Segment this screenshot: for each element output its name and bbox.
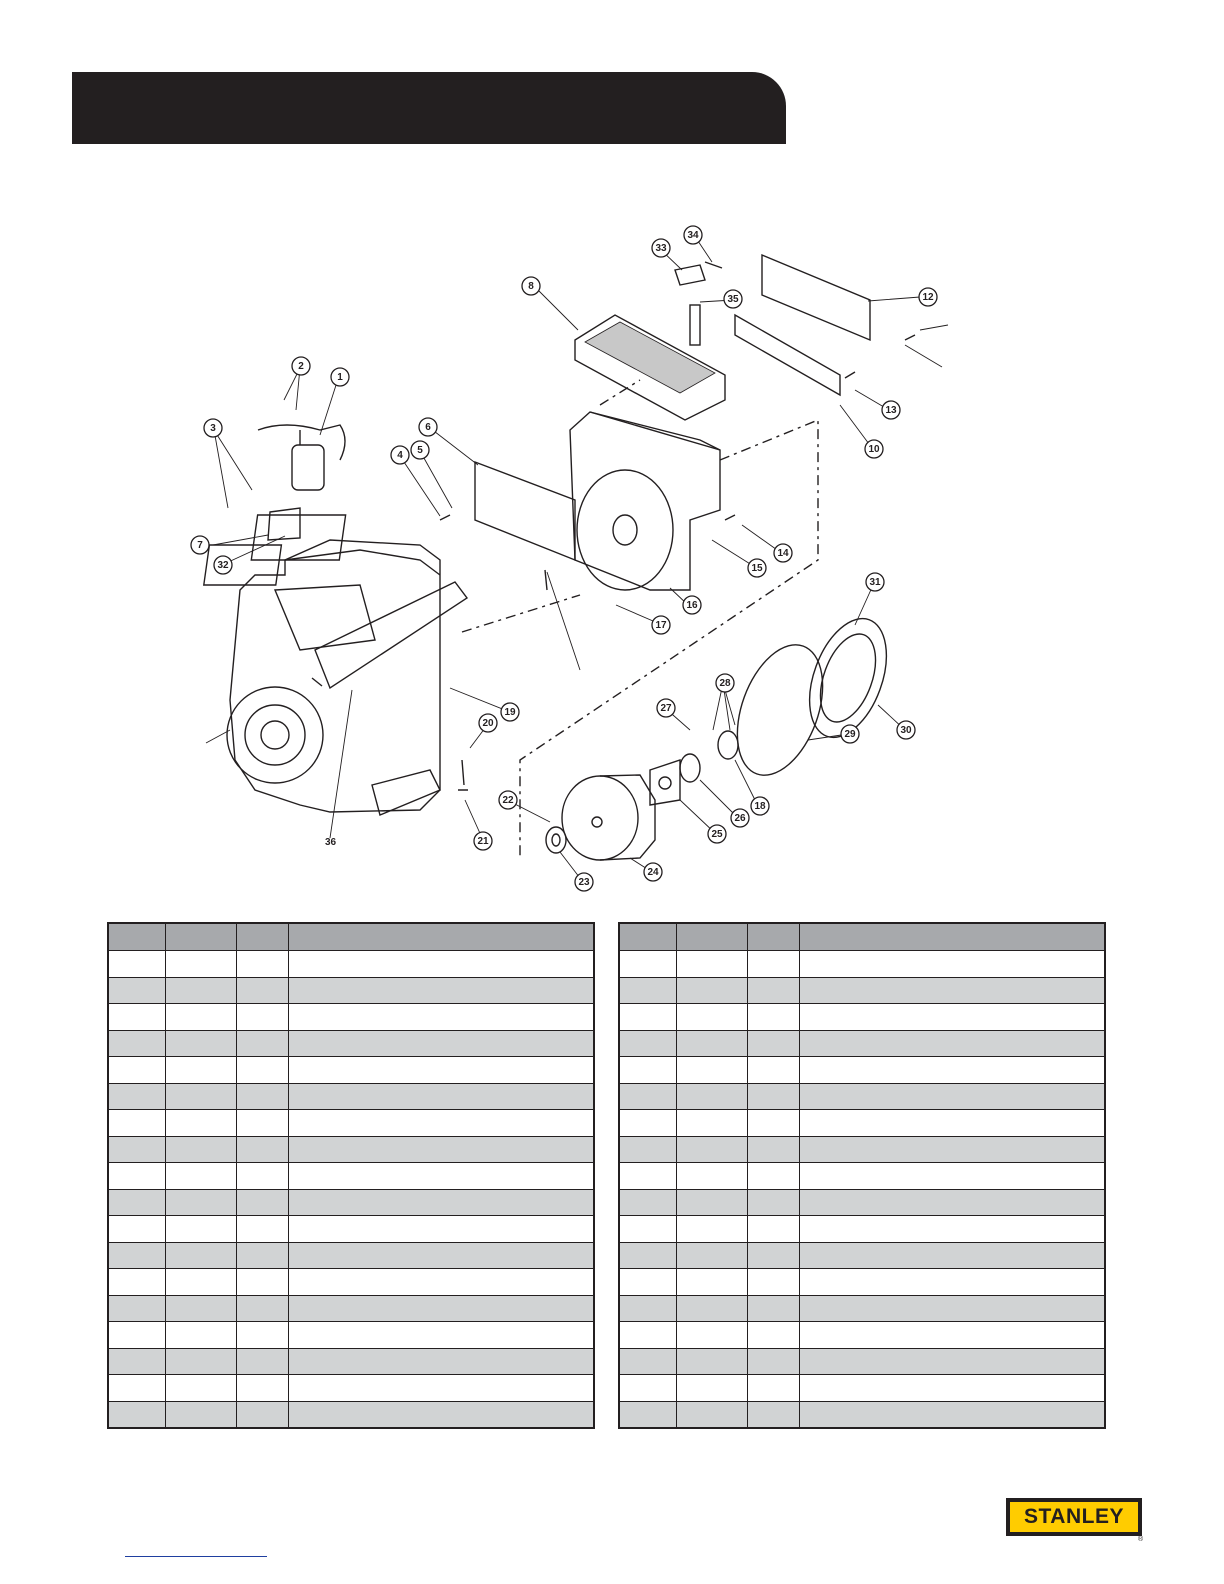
table-row: [108, 1401, 594, 1428]
svg-text:25: 25: [711, 829, 723, 840]
table-cell: [165, 1216, 236, 1243]
table-cell: [619, 1242, 676, 1269]
callout-20: [479, 714, 497, 732]
callout-21: [474, 832, 492, 850]
table-cell: [747, 1295, 799, 1322]
table-cell: [165, 1083, 236, 1110]
table-cell: [676, 1110, 747, 1137]
table-cell: [165, 1057, 236, 1084]
table-row: [108, 1189, 594, 1216]
table-cell: [747, 1375, 799, 1402]
table-cell: [236, 1189, 288, 1216]
table-cell: [747, 1030, 799, 1057]
table-cell: [288, 1004, 594, 1031]
table-cell: [799, 1110, 1105, 1137]
callout-17: [652, 616, 670, 634]
table-cell: [619, 1348, 676, 1375]
table-cell: [747, 951, 799, 978]
table-row: [619, 1322, 1105, 1349]
svg-text:14: 14: [777, 548, 789, 559]
callout-5: [411, 441, 429, 459]
table-cell: [108, 1189, 165, 1216]
table-cell: [747, 1322, 799, 1349]
svg-text:20: 20: [482, 718, 494, 729]
table-row: [108, 1136, 594, 1163]
svg-text:15: 15: [751, 563, 763, 574]
table-cell: [676, 1057, 747, 1084]
table-cell: [676, 1136, 747, 1163]
table-cell: [619, 1295, 676, 1322]
table-cell: [676, 1375, 747, 1402]
callout-12: [919, 288, 937, 306]
column-header: [108, 923, 165, 951]
table-row: [108, 1004, 594, 1031]
column-header: [236, 923, 288, 951]
muffler: [315, 582, 467, 688]
table-cell: [619, 977, 676, 1004]
table-row: [108, 1163, 594, 1190]
table-cell: [676, 951, 747, 978]
callout-18: [751, 797, 769, 815]
table-cell: [288, 1322, 594, 1349]
table-cell: [288, 1216, 594, 1243]
table-row: [619, 1216, 1105, 1243]
table-cell: [619, 1057, 676, 1084]
table-row: [108, 1242, 594, 1269]
table-row: [619, 1401, 1105, 1428]
callout-28: [716, 674, 734, 692]
table-cell: [165, 1348, 236, 1375]
table-cell: [108, 1216, 165, 1243]
gasket-29: [721, 633, 839, 787]
table-row: [108, 1348, 594, 1375]
table-cell: [799, 1163, 1105, 1190]
table-cell: [288, 1030, 594, 1057]
footer-link-underline[interactable]: [125, 1556, 267, 1557]
table-cell: [619, 1189, 676, 1216]
table-cell: [619, 1030, 676, 1057]
table-cell: [108, 1375, 165, 1402]
callout-26: [731, 809, 749, 827]
callout-22: [499, 791, 517, 809]
table-row: [619, 1295, 1105, 1322]
table-cell: [747, 1189, 799, 1216]
table-cell: [619, 1401, 676, 1428]
table-cell: [799, 1083, 1105, 1110]
table-cell: [165, 1269, 236, 1296]
table-cell: [799, 1348, 1105, 1375]
table-cell: [236, 1348, 288, 1375]
table-row: [619, 1057, 1105, 1084]
table-cell: [236, 1110, 288, 1137]
table-cell: [108, 1057, 165, 1084]
callout-13: [882, 401, 900, 419]
callout-2: [292, 357, 310, 375]
table-cell: [165, 1163, 236, 1190]
table-cell: [747, 1242, 799, 1269]
table-cell: [747, 1216, 799, 1243]
svg-text:18: 18: [754, 801, 766, 812]
svg-text:3: 3: [210, 423, 216, 434]
callout-31: [866, 573, 884, 591]
table-cell: [747, 1057, 799, 1084]
table-cell: [799, 1030, 1105, 1057]
table-cell: [236, 1295, 288, 1322]
svg-text:30: 30: [900, 725, 912, 736]
svg-text:5: 5: [417, 445, 423, 456]
table-row: [619, 1375, 1105, 1402]
callout-16: [683, 596, 701, 614]
table-cell: [108, 1322, 165, 1349]
svg-text:1: 1: [337, 372, 343, 383]
table-cell: [288, 1083, 594, 1110]
callout-25: [708, 825, 726, 843]
table-cell: [747, 1269, 799, 1296]
table-cell: [619, 1216, 676, 1243]
callout-15: [748, 559, 766, 577]
table-cell: [165, 1110, 236, 1137]
svg-text:10: 10: [868, 444, 880, 455]
table-row: [108, 1269, 594, 1296]
page-title-bar: [72, 72, 786, 144]
table-cell: [288, 1295, 594, 1322]
svg-text:13: 13: [885, 405, 897, 416]
parts-list-table-right: [618, 922, 1106, 1429]
callout-33: [652, 239, 670, 257]
table-row: [619, 951, 1105, 978]
table-row: [619, 1163, 1105, 1190]
table-cell: [108, 951, 165, 978]
table-cell: [747, 1401, 799, 1428]
table-cell: [236, 1030, 288, 1057]
table-cell: [165, 1322, 236, 1349]
table-cell: [619, 1269, 676, 1296]
table-row: [108, 1375, 594, 1402]
svg-text:26: 26: [734, 813, 746, 824]
column-header: [165, 923, 236, 951]
table-cell: [165, 1242, 236, 1269]
svg-text:33: 33: [655, 243, 667, 254]
table-cell: [288, 977, 594, 1004]
table-cell: [676, 1269, 747, 1296]
callout-35: [724, 290, 742, 308]
table-cell: [236, 1136, 288, 1163]
table-cell: [747, 1163, 799, 1190]
callout-6: [419, 418, 437, 436]
table-cell: [236, 1057, 288, 1084]
table-cell: [619, 1004, 676, 1031]
bracket-12: [762, 255, 870, 340]
table-cell: [288, 1163, 594, 1190]
table-cell: [747, 1348, 799, 1375]
table-row: [619, 1136, 1105, 1163]
table-cell: [108, 1030, 165, 1057]
engine-body: [230, 540, 440, 812]
callout-8: [522, 277, 540, 295]
table-cell: [747, 1110, 799, 1137]
table-cell: [619, 1083, 676, 1110]
table-cell: [108, 977, 165, 1004]
table-cell: [288, 1269, 594, 1296]
svg-text:19: 19: [504, 707, 516, 718]
table-cell: [676, 1216, 747, 1243]
callout-29: [841, 725, 859, 743]
table-cell: [108, 1295, 165, 1322]
table-cell: [676, 1295, 747, 1322]
svg-text:31: 31: [869, 577, 881, 588]
table-cell: [165, 1375, 236, 1402]
table-cell: [288, 1348, 594, 1375]
callout-10: [865, 440, 883, 458]
table-row: [108, 977, 594, 1004]
svg-text:27: 27: [660, 703, 672, 714]
table-cell: [236, 1163, 288, 1190]
callout-4: [391, 446, 409, 464]
table-cell: [619, 1322, 676, 1349]
callout-3: [204, 419, 222, 437]
table-cell: [165, 1030, 236, 1057]
table-cell: [108, 1110, 165, 1137]
table-row: [108, 1322, 594, 1349]
table-cell: [288, 1401, 594, 1428]
table-cell: [676, 1030, 747, 1057]
svg-text:21: 21: [477, 836, 489, 847]
callout-23: [575, 873, 593, 891]
table-cell: [799, 1322, 1105, 1349]
svg-text:24: 24: [647, 867, 659, 878]
table-cell: [236, 977, 288, 1004]
table-cell: [676, 1004, 747, 1031]
table-cell: [236, 1375, 288, 1402]
svg-text:34: 34: [687, 230, 699, 241]
table-row: [108, 1216, 594, 1243]
svg-text:16: 16: [686, 600, 698, 611]
table-cell: [288, 1136, 594, 1163]
table-cell: [799, 1242, 1105, 1269]
table-cell: [619, 1163, 676, 1190]
table-cell: [108, 1004, 165, 1031]
table-cell: [676, 977, 747, 1004]
table-cell: [108, 1083, 165, 1110]
callout-24: [644, 863, 662, 881]
table-cell: [108, 1136, 165, 1163]
callout-14: [774, 544, 792, 562]
exploded-parts-diagram: [180, 220, 980, 900]
table-row: [108, 1110, 594, 1137]
table-cell: [799, 1269, 1105, 1296]
table-cell: [236, 1083, 288, 1110]
table-cell: [288, 1057, 594, 1084]
callout-34: [684, 226, 702, 244]
engine-pulley: [227, 687, 323, 783]
table-cell: [108, 1269, 165, 1296]
svg-text:12: 12: [922, 292, 934, 303]
svg-text:29: 29: [844, 729, 856, 740]
svg-text:32: 32: [217, 560, 229, 571]
table-cell: [799, 951, 1105, 978]
table-cell: [108, 1163, 165, 1190]
table-cell: [676, 1322, 747, 1349]
table-cell: [747, 1004, 799, 1031]
table-cell: [676, 1242, 747, 1269]
table-cell: [108, 1348, 165, 1375]
svg-text:6: 6: [425, 422, 431, 433]
callout-19: [501, 703, 519, 721]
table-cell: [799, 1216, 1105, 1243]
table-row: [619, 977, 1105, 1004]
column-header: [799, 923, 1105, 951]
parts-list-table-left: [107, 922, 595, 1429]
table-cell: [799, 1295, 1105, 1322]
table-cell: [165, 1295, 236, 1322]
table-cell: [165, 1189, 236, 1216]
table-cell: [236, 1004, 288, 1031]
table-cell: [288, 1242, 594, 1269]
stanley-logo: [1006, 1498, 1142, 1536]
table-cell: [799, 1004, 1105, 1031]
table-cell: [108, 1401, 165, 1428]
table-cell: [676, 1163, 747, 1190]
svg-text:28: 28: [719, 678, 731, 689]
table-row: [619, 1004, 1105, 1031]
svg-text:17: 17: [655, 620, 667, 631]
table-header-row: [108, 923, 594, 951]
table-cell: [108, 1242, 165, 1269]
table-cell: [676, 1083, 747, 1110]
table-cell: [236, 1242, 288, 1269]
table-cell: [799, 1136, 1105, 1163]
table-cell: [799, 1189, 1105, 1216]
svg-text:4: 4: [397, 450, 403, 461]
bracket-10: [735, 315, 840, 395]
table-row: [108, 1057, 594, 1084]
column-header: [747, 923, 799, 951]
callout-7: [191, 536, 209, 554]
column-header: [619, 923, 676, 951]
table-cell: [799, 977, 1105, 1004]
table-cell: [288, 951, 594, 978]
table-header-row: [619, 923, 1105, 951]
table-cell: [165, 951, 236, 978]
svg-text:2: 2: [298, 361, 304, 372]
table-row: [619, 1242, 1105, 1269]
table-row: [619, 1030, 1105, 1057]
callout-32: [214, 556, 232, 574]
table-cell: [236, 1269, 288, 1296]
table-cell: [619, 1375, 676, 1402]
callout-27: [657, 699, 675, 717]
table-cell: [799, 1375, 1105, 1402]
table-cell: [165, 1136, 236, 1163]
table-cell: [747, 977, 799, 1004]
svg-text:8: 8: [528, 281, 534, 292]
table-cell: [676, 1189, 747, 1216]
table-cell: [799, 1057, 1105, 1084]
table-cell: [165, 1004, 236, 1031]
callout-1: [331, 368, 349, 386]
table-cell: [165, 977, 236, 1004]
table-cell: [236, 951, 288, 978]
logo-text: STANLEY: [1010, 1502, 1138, 1532]
table-cell: [676, 1401, 747, 1428]
column-header: [288, 923, 594, 951]
table-cell: [619, 1110, 676, 1137]
table-cell: [165, 1401, 236, 1428]
table-cell: [799, 1401, 1105, 1428]
table-cell: [619, 1136, 676, 1163]
svg-text:35: 35: [727, 294, 739, 305]
callout-30: [897, 721, 915, 739]
table-cell: [288, 1189, 594, 1216]
svg-text:23: 23: [578, 877, 590, 888]
table-cell: [236, 1401, 288, 1428]
table-cell: [676, 1348, 747, 1375]
table-row: [108, 951, 594, 978]
table-row: [619, 1083, 1105, 1110]
registered-mark: ®: [1138, 1536, 1144, 1543]
table-cell: [236, 1322, 288, 1349]
fuel-filter: [292, 445, 324, 490]
table-cell: [747, 1136, 799, 1163]
table-row: [619, 1110, 1105, 1137]
table-row: [108, 1295, 594, 1322]
svg-text:22: 22: [502, 795, 514, 806]
column-header: [676, 923, 747, 951]
table-cell: [236, 1216, 288, 1243]
table-cell: [747, 1083, 799, 1110]
callout-36: 36: [325, 837, 337, 848]
table-cell: [288, 1110, 594, 1137]
table-row: [108, 1030, 594, 1057]
table-row: [108, 1083, 594, 1110]
table-row: [619, 1348, 1105, 1375]
table-row: [619, 1189, 1105, 1216]
bracket-6: [475, 462, 575, 560]
svg-text:7: 7: [197, 540, 203, 551]
table-row: [619, 1269, 1105, 1296]
table-cell: [288, 1375, 594, 1402]
table-cell: [619, 951, 676, 978]
